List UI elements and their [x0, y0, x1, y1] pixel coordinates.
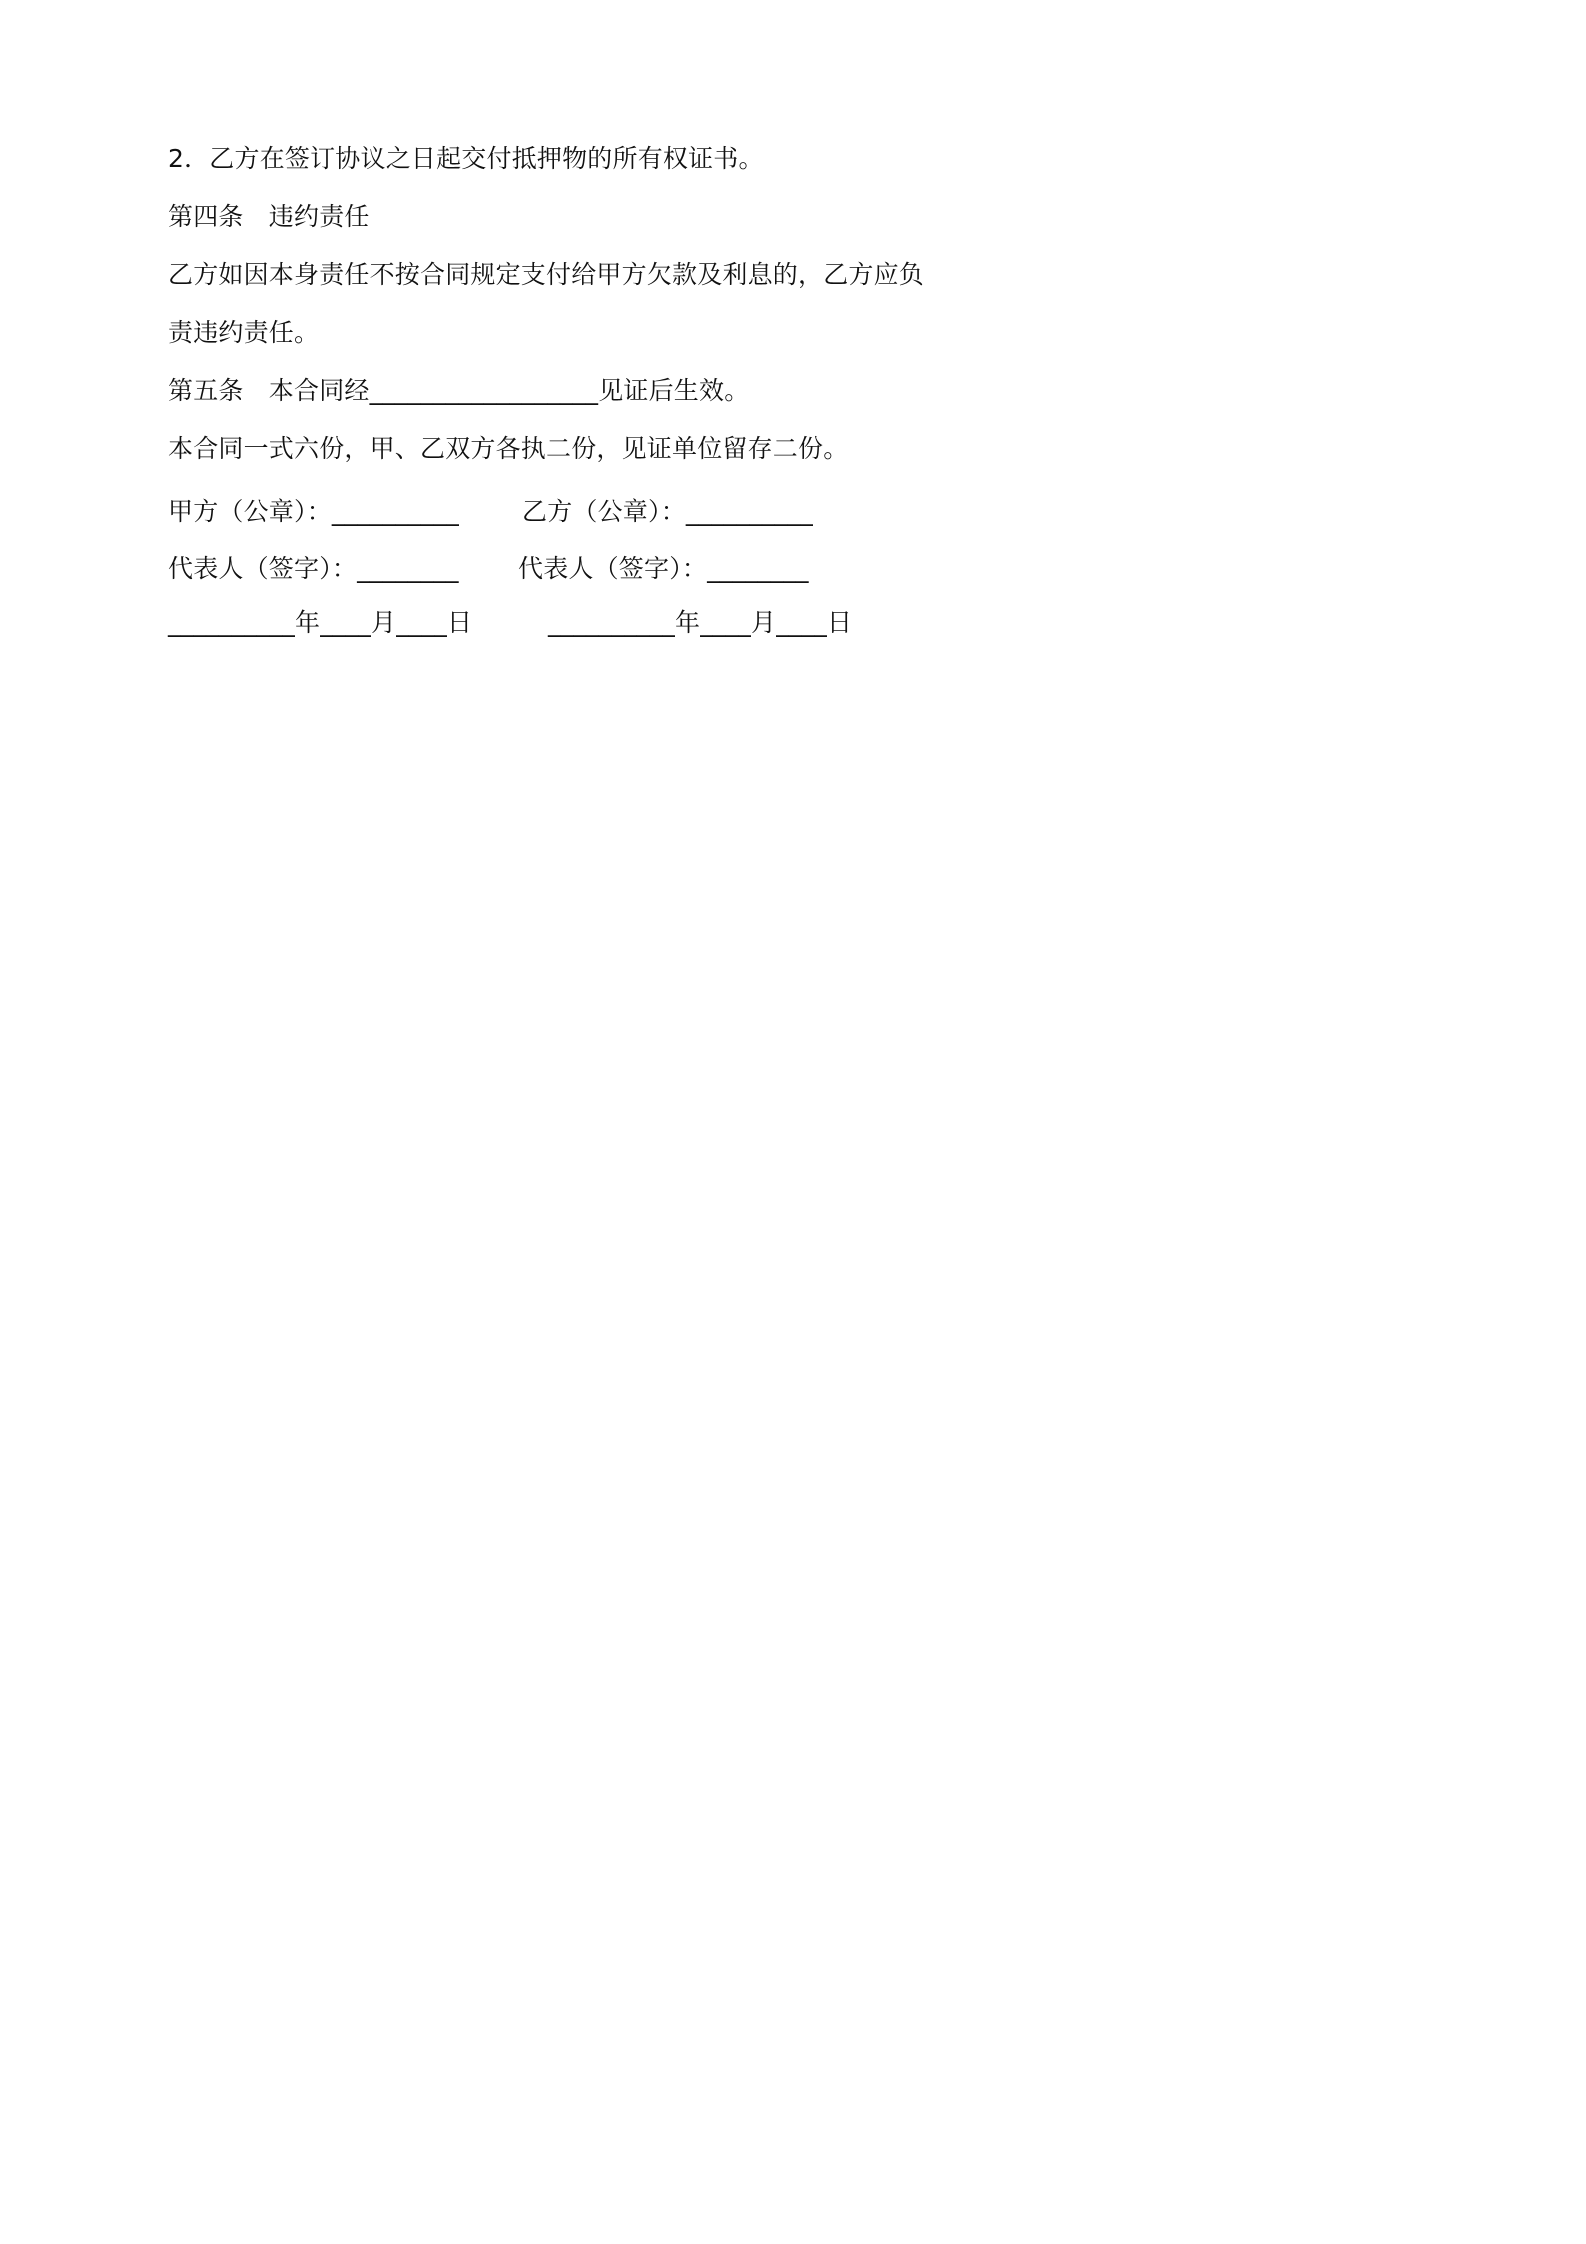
copies-clause: 本合同一式六份，甲、乙双方各执二份，见证单位留存二份。: [168, 434, 849, 463]
article-5: 第五条 本合同经__________________见证后生效。: [168, 376, 750, 405]
party-b-date-field: __________年____月____日: [548, 608, 853, 637]
article-4-body-line-2: 责违约责任。: [168, 318, 320, 347]
article-4-body-line-1: 乙方如因本身责任不按合同规定支付给甲方欠款及利息的，乙方应负: [168, 260, 925, 289]
party-a-seal-field: 甲方（公章）：__________: [168, 497, 459, 526]
party-a-date-field: __________年____月____日: [168, 608, 473, 637]
clause-item-2: 2．乙方在签订协议之日起交付抵押物的所有权证书。: [168, 144, 764, 173]
party-a-representative-field: 代表人（签字）：________: [168, 554, 459, 583]
article-4-heading: 第四条 违约责任: [168, 202, 370, 231]
party-b-seal-field: 乙方（公章）：__________: [522, 497, 813, 526]
party-b-representative-field: 代表人（签字）：________: [518, 554, 809, 583]
document-page: [0, 0, 1105, 1563]
